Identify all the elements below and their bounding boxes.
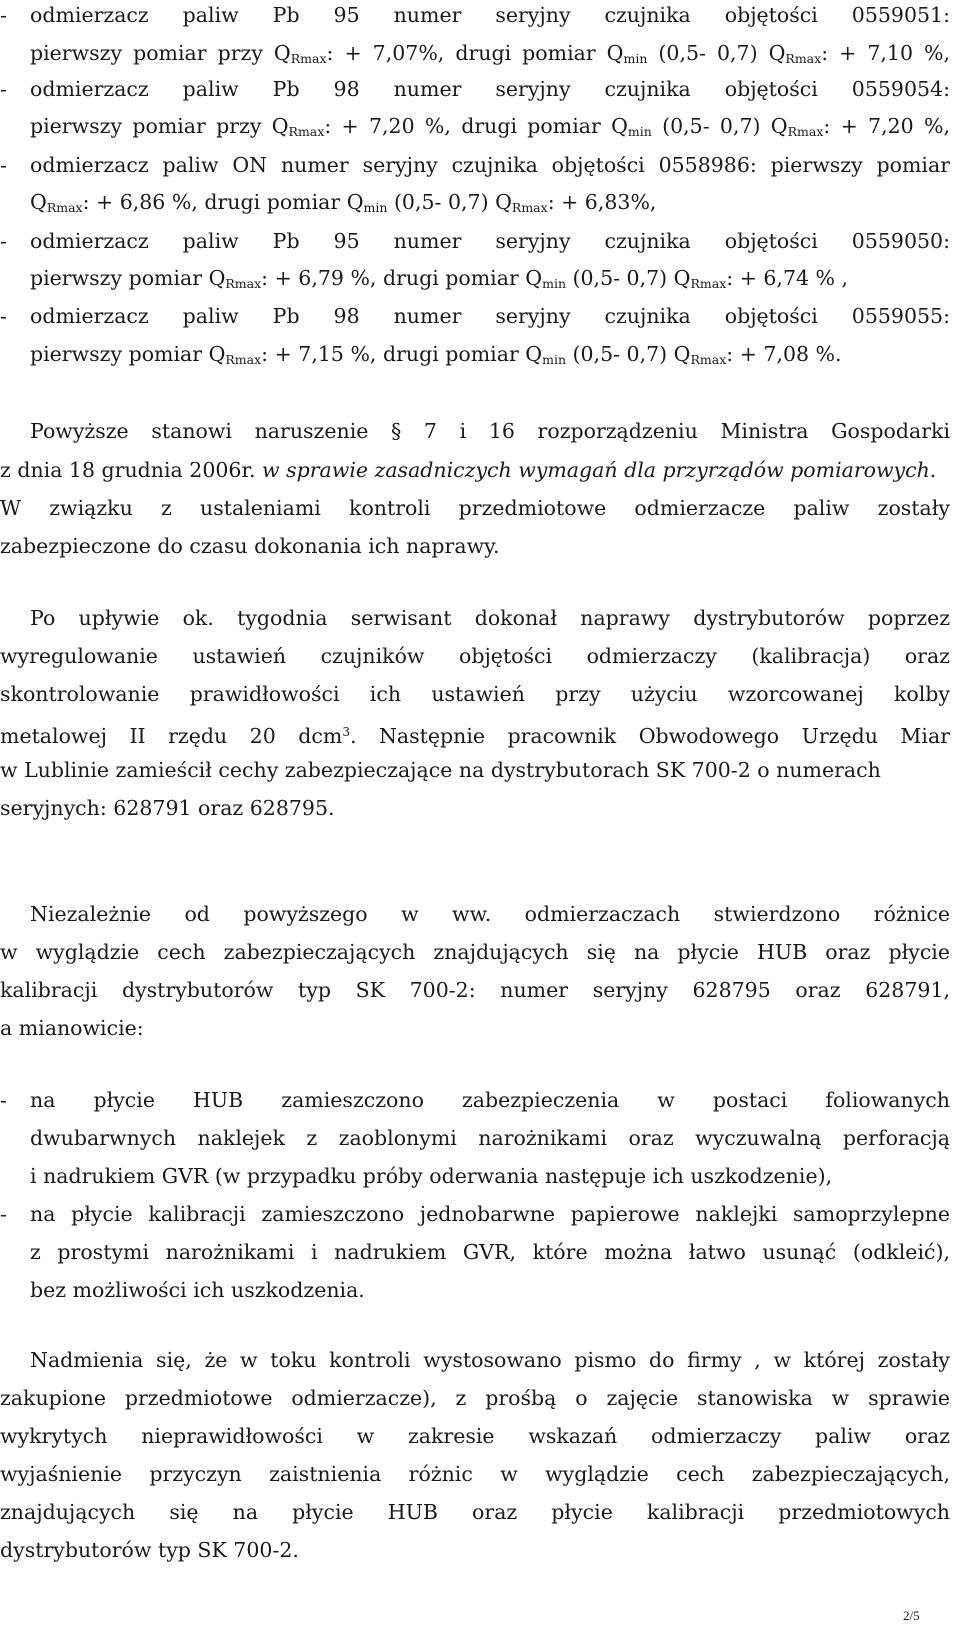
paragraph-line: a mianowicie: (0, 1016, 144, 1040)
paragraph-line: dystrybutorów typ SK 700-2. (0, 1538, 299, 1562)
paragraph-line: W związku z ustaleniami kontroli przedmiotowe odmierzacze paliw zostały (0, 496, 950, 520)
list-item (0, 70, 950, 108)
paragraph-line: wykrytych nieprawidłowości w zakresie wskazań odmierzaczy paliw oraz (0, 1424, 950, 1448)
paragraph-line: seryjnych: 628791 oraz 628795. (0, 796, 335, 820)
list-dash: - (0, 304, 7, 328)
list-item-text: z prostymi narożnikami i nadrukiem GVR, które można łatwo usunąć (odkleić), (30, 1240, 950, 1264)
list-item (0, 1195, 950, 1233)
list-dash: - (0, 77, 7, 101)
paragraph-line: wyjaśnienie przyczyn zaistnienia różnic w wyglądzie cech zabezpieczających, (0, 1462, 950, 1486)
list-item (0, 222, 950, 260)
paragraph-line: kalibracji dystrybutorów typ SK 700-2: numer seryjny 628795 oraz 628791, (0, 978, 950, 1002)
list-item-text: odmierzacz paliw Pb 98 numer seryjny czujnika objętości 0559054: (30, 77, 950, 101)
list-item-text: i nadrukiem GVR (w przypadku próby oderwania następuje ich uszkodzenie), (30, 1164, 833, 1188)
paragraph-line: w Lublinie zamieścił cechy zabezpieczające na dystrybutorach SK 700-2 o numerach (0, 758, 881, 782)
paragraph-line: Powyższe stanowi naruszenie § 7 i 16 rozporządzeniu Ministra Gospodarki (30, 419, 950, 443)
measurement-line: $Q_{Rmax}$: + 6,86 %, drugi pomiar $Q_{min}$ (0,5- 0,7) $Q_{Rmax}$: + 6,83%, (30, 190, 657, 215)
list-item-text: odmierzacz paliw ON numer seryjny czujnika objętości 0558986: pierwszy pomiar (30, 153, 950, 177)
paragraph-line: metalowej II rzędu 20 dcm$^3$. Następnie pracownik Obwodowego Urzędu Miar (0, 724, 950, 748)
measurement-line: pierwszy pomiar $Q_{Rmax}$: + 6,79 %, drugi pomiar $Q_{min}$ (0,5- 0,7) $Q_{Rmax}$: + 6,74 % , (30, 266, 849, 291)
list-item-text: na płycie kalibracji zamieszczono jednobarwne papierowe naklejki samoprzylepne (30, 1202, 950, 1226)
page-number: 2/5 (903, 1608, 920, 1623)
measurement-line: pierwszy pomiar przy $Q_{Rmax}$: + 7,07%, drugi pomiar $Q_{min}$ (0,5- 0,7) $Q_{Rmax}$: + 7,10 %, (30, 41, 950, 66)
paragraph-line: Nadmienia się, że w toku kontroli wystosowano pismo do firmy , w której zostały (30, 1348, 950, 1372)
list-dash: - (0, 229, 7, 253)
list-item (0, 297, 950, 335)
paragraph-line: skontrolowanie prawidłowości ich ustawień przy użyciu wzorcowanej kolby (0, 682, 950, 706)
list-item (0, 0, 950, 34)
list-item-text: odmierzacz paliw Pb 95 numer seryjny czujnika objętości 0559050: (30, 229, 950, 253)
list-item-text: odmierzacz paliw Pb 95 numer seryjny czujnika objętości 0559051: (30, 3, 950, 27)
measurement-line: pierwszy pomiar przy $Q_{Rmax}$: + 7,20 %, drugi pomiar $Q_{min}$ (0,5- 0,7) $Q_{Rmax}$: + 7,20 %, (30, 114, 950, 139)
list-item-text: bez możliwości ich uszkodzenia. (30, 1278, 365, 1302)
paragraph-line: wyregulowanie ustawień czujników objętości odmierzaczy (kalibracja) oraz (0, 644, 950, 668)
list-dash: - (0, 1202, 7, 1226)
list-dash: - (0, 153, 7, 177)
paragraph-line: w wyglądzie cech zabezpieczających znajdujących się na płycie HUB oraz płycie (0, 940, 950, 964)
list-item-text: dwubarwnych naklejek z zaoblonymi narożnikami oraz wyczuwalną perforacją (30, 1126, 950, 1150)
list-dash: - (0, 1088, 7, 1112)
paragraph-line: z dnia 18 grudnia 2006r. w sprawie zasadniczych wymagań dla przyrządów pomiarowych. (0, 458, 937, 482)
measurement-line: pierwszy pomiar $Q_{Rmax}$: + 7,15 %, drugi pomiar $Q_{min}$ (0,5- 0,7) $Q_{Rmax}$: + 7,08 %. (30, 342, 842, 367)
paragraph-line: znajdujących się na płycie HUB oraz płycie kalibracji przedmiotowych (0, 1500, 950, 1524)
paragraph-line: zabezpieczone do czasu dokonania ich naprawy. (0, 534, 500, 558)
list-item (0, 1081, 950, 1119)
regulation-title: w sprawie zasadniczych wymagań dla przyrządów pomiarowych. (262, 458, 937, 482)
paragraph-line: Niezależnie od powyższego w ww. odmierzaczach stwierdzono różnice (30, 902, 950, 926)
list-item-text: na płycie HUB zamieszczono zabezpieczenia w postaci foliowanych (30, 1088, 950, 1112)
paragraph-line: zakupione przedmiotowe odmierzacze), z prośbą o zajęcie stanowiska w sprawie (0, 1386, 950, 1410)
list-item-text: odmierzacz paliw Pb 98 numer seryjny czujnika objętości 0559055: (30, 304, 950, 328)
list-item (0, 146, 950, 184)
paragraph-line: Po upływie ok. tygodnia serwisant dokonał naprawy dystrybutorów poprzez (30, 606, 950, 630)
list-dash: - (0, 3, 7, 27)
